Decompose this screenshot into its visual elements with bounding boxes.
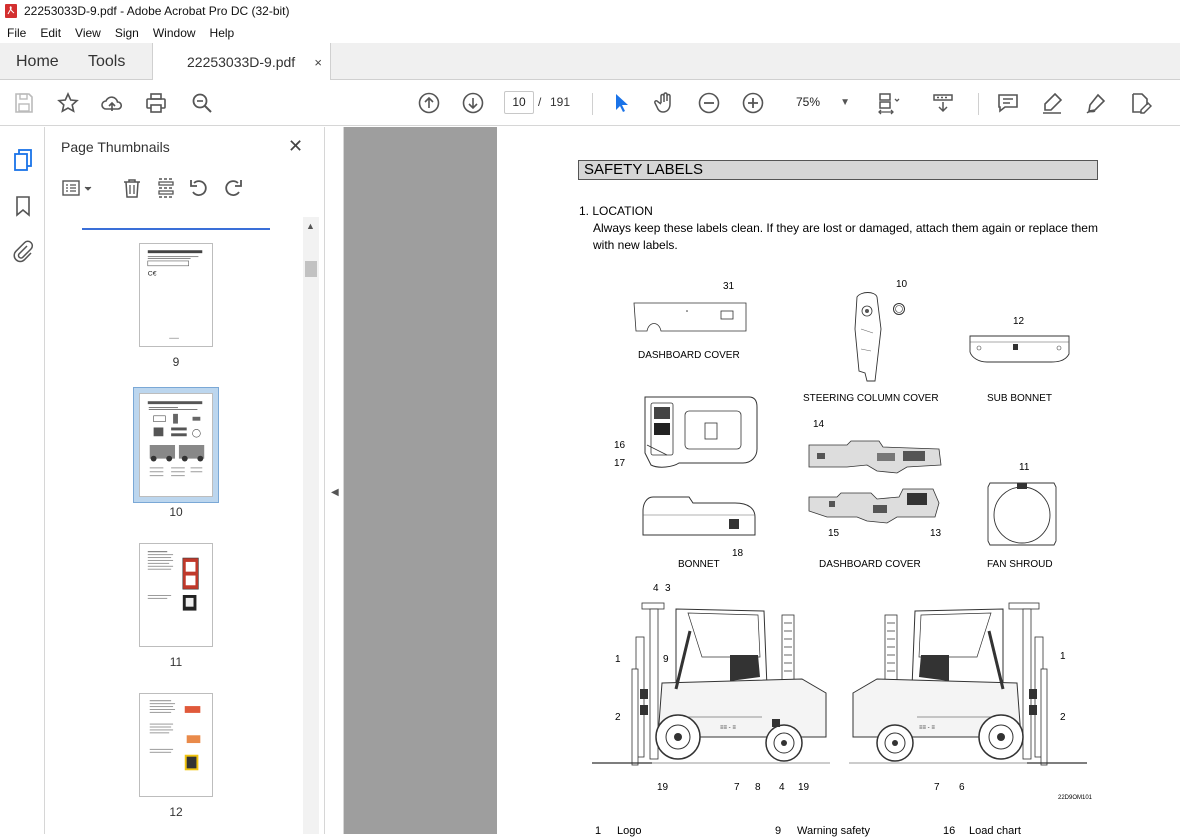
scroll-thumb[interactable] — [305, 261, 317, 277]
panel-collapse-strip[interactable] — [325, 127, 344, 834]
pages-icon[interactable] — [11, 148, 35, 172]
close-icon[interactable]: ✕ — [288, 136, 304, 156]
page-number-label: 10 — [169, 505, 183, 519]
toolbar-divider — [592, 93, 593, 115]
menu-sign[interactable]: Sign — [114, 25, 139, 40]
select-cursor-icon[interactable] — [610, 91, 634, 115]
callout-15: 15 — [828, 528, 840, 539]
callout-left-9: 9 — [663, 654, 669, 665]
callout-left-4b: 4 — [779, 782, 785, 793]
prev-page-icon[interactable] — [417, 91, 441, 115]
callout-left-8: 8 — [755, 782, 761, 793]
hand-tool-icon[interactable] — [653, 91, 677, 115]
callout-12: 12 — [1013, 316, 1025, 327]
legend-text: Load chart — [969, 825, 1021, 837]
save-icon[interactable] — [12, 91, 36, 115]
legend-num: 1 — [595, 825, 602, 837]
forklift-left-view-drawing — [592, 597, 832, 777]
svg-text:≡≡ - ≡: ≡≡ - ≡ — [919, 725, 935, 731]
page-thumbnail-11[interactable] — [139, 543, 213, 647]
dashboard-cover-top-view-drawing — [807, 437, 943, 477]
chevron-up-icon[interactable]: ▲ — [306, 221, 315, 231]
thumbnails-scrollbar[interactable] — [303, 217, 319, 834]
tab-document-label: 22253033D-9.pdf — [187, 54, 296, 70]
caption-fan-shroud: FAN SHROUD — [987, 559, 1053, 570]
bookmark-icon[interactable] — [11, 194, 35, 218]
legend-num: 9 — [775, 825, 782, 837]
document-view — [344, 127, 1180, 837]
callout-left-3: 3 — [665, 583, 671, 594]
rotate-left-icon[interactable] — [188, 177, 210, 199]
rotate-right-icon[interactable] — [222, 177, 244, 199]
callout-13: 13 — [930, 528, 942, 539]
page-number-label: 9 — [172, 355, 180, 369]
left-rail — [0, 127, 45, 834]
callout-right-2: 2 — [1060, 712, 1066, 723]
insert-page-icon[interactable] — [155, 177, 177, 199]
page-thumbnail-9[interactable] — [139, 243, 213, 347]
page-number-label: 12 — [169, 805, 183, 819]
zoom-value: 75% — [796, 95, 821, 109]
callout-10: 10 — [896, 279, 908, 290]
legend-num: 16 — [943, 825, 956, 837]
callout-31: 31 — [723, 281, 735, 292]
zoom-select[interactable] — [786, 91, 856, 114]
callout-left-2: 2 — [615, 712, 621, 723]
tab-bar — [0, 43, 1180, 80]
callout-18: 18 — [732, 548, 744, 559]
thumbnail-strip-divider — [82, 228, 270, 230]
scroll-mode-icon[interactable] — [931, 91, 955, 115]
callout-left-4: 4 — [653, 583, 659, 594]
fan-shroud-drawing — [984, 477, 1060, 549]
caption-bonnet: BONNET — [678, 559, 720, 570]
thumbnails-title: Page Thumbnails — [61, 139, 170, 155]
page-number-input[interactable]: 10 — [504, 91, 534, 114]
zoom-out-icon[interactable] — [697, 91, 721, 115]
upload-cloud-icon[interactable] — [100, 91, 124, 115]
dashboard-cover-drawing — [631, 297, 751, 337]
sub-bonnet-drawing — [967, 332, 1073, 368]
page-separator: / — [538, 95, 542, 109]
thumb-options-icon[interactable] — [61, 177, 95, 199]
star-icon[interactable] — [56, 91, 80, 115]
tab-document[interactable] — [152, 43, 331, 81]
location-heading: 1. LOCATION — [579, 204, 653, 218]
title-bar — [0, 0, 1180, 22]
menu-file[interactable]: File — [7, 25, 27, 40]
page-number-label: 11 — [169, 655, 183, 669]
menu-help[interactable]: Help — [209, 25, 235, 40]
callout-left-19: 19 — [657, 782, 669, 793]
sign-pen-icon[interactable] — [1084, 91, 1108, 115]
figure-code: 22D9OM101 — [1058, 795, 1093, 801]
zoom-search-icon[interactable] — [190, 91, 214, 115]
callout-14: 14 — [813, 419, 825, 430]
zoom-in-icon[interactable] — [741, 91, 765, 115]
bonnet-side-drawing — [639, 491, 759, 541]
caption-sub-bonnet: SUB BONNET — [987, 393, 1053, 404]
tab-tools[interactable]: Tools — [88, 52, 126, 70]
menu-edit[interactable]: Edit — [40, 25, 62, 40]
callout-left-19b: 19 — [798, 782, 810, 793]
window-title: 22253033D-9.pdf - Adobe Acrobat Pro DC (32-bit) — [24, 4, 290, 18]
menu-bar — [0, 22, 1180, 43]
label-legend — [595, 825, 1021, 837]
legend-text: Warning safety — [797, 825, 870, 837]
forklift-right-view-drawing — [847, 597, 1087, 777]
caption-steering-column-cover: STEERING COLUMN COVER — [803, 393, 939, 404]
page-total: 191 — [550, 95, 571, 109]
callout-right-1: 1 — [1060, 651, 1066, 662]
steering-column-cover-drawing — [847, 289, 917, 385]
tab-home[interactable]: Home — [16, 52, 59, 70]
tab-close-icon[interactable]: × — [314, 55, 322, 70]
legend-text: Logo — [617, 825, 642, 837]
next-page-icon[interactable] — [461, 91, 485, 115]
highlight-pen-icon[interactable] — [1040, 91, 1064, 115]
page-thumbnail-10[interactable] — [139, 393, 213, 497]
menu-view[interactable]: View — [75, 25, 101, 40]
callout-11: 11 — [1019, 462, 1030, 473]
bonnet-top-drawing — [639, 393, 759, 471]
page-fit-icon[interactable] — [876, 91, 900, 115]
page-thumbnail-12[interactable] — [139, 693, 213, 797]
section-title: SAFETY LABELS — [578, 160, 1098, 180]
caption-dashboard-cover: DASHBOARD COVER — [638, 350, 740, 361]
callout-left-1: 1 — [615, 654, 621, 665]
comment-icon[interactable] — [996, 91, 1020, 115]
callout-right-6: 6 — [959, 782, 965, 793]
main-toolbar — [0, 80, 1180, 126]
attachment-icon[interactable] — [11, 240, 35, 264]
dashboard-cover-bottom-view-drawing — [807, 487, 943, 527]
trash-icon[interactable] — [121, 177, 143, 199]
callout-right-7: 7 — [934, 782, 940, 793]
svg-text:C€: C€ — [147, 270, 157, 278]
location-text: Always keep these labels clean. If they are lost or damaged, attach them again or replace them with new labels. — [593, 221, 1098, 252]
caption-dashboard-cover-bottom: DASHBOARD COVER — [819, 559, 921, 570]
menu-window[interactable]: Window — [152, 25, 196, 40]
svg-text:≡≡ - ≡: ≡≡ - ≡ — [720, 725, 736, 731]
toolbar-divider — [978, 93, 979, 115]
acrobat-icon — [4, 4, 18, 18]
callout-16: 16 — [614, 440, 626, 451]
pdf-page — [497, 127, 1180, 837]
callout-left-7: 7 — [734, 782, 740, 793]
print-icon[interactable] — [144, 91, 168, 115]
edit-pdf-icon[interactable] — [1128, 91, 1152, 115]
thumbnails-toolbar — [45, 171, 325, 209]
callout-17: 17 — [614, 458, 626, 469]
chevron-down-icon: ▼ — [840, 97, 850, 108]
chevron-left-icon[interactable]: ◀ — [331, 487, 339, 498]
thumbnails-panel — [45, 127, 325, 834]
